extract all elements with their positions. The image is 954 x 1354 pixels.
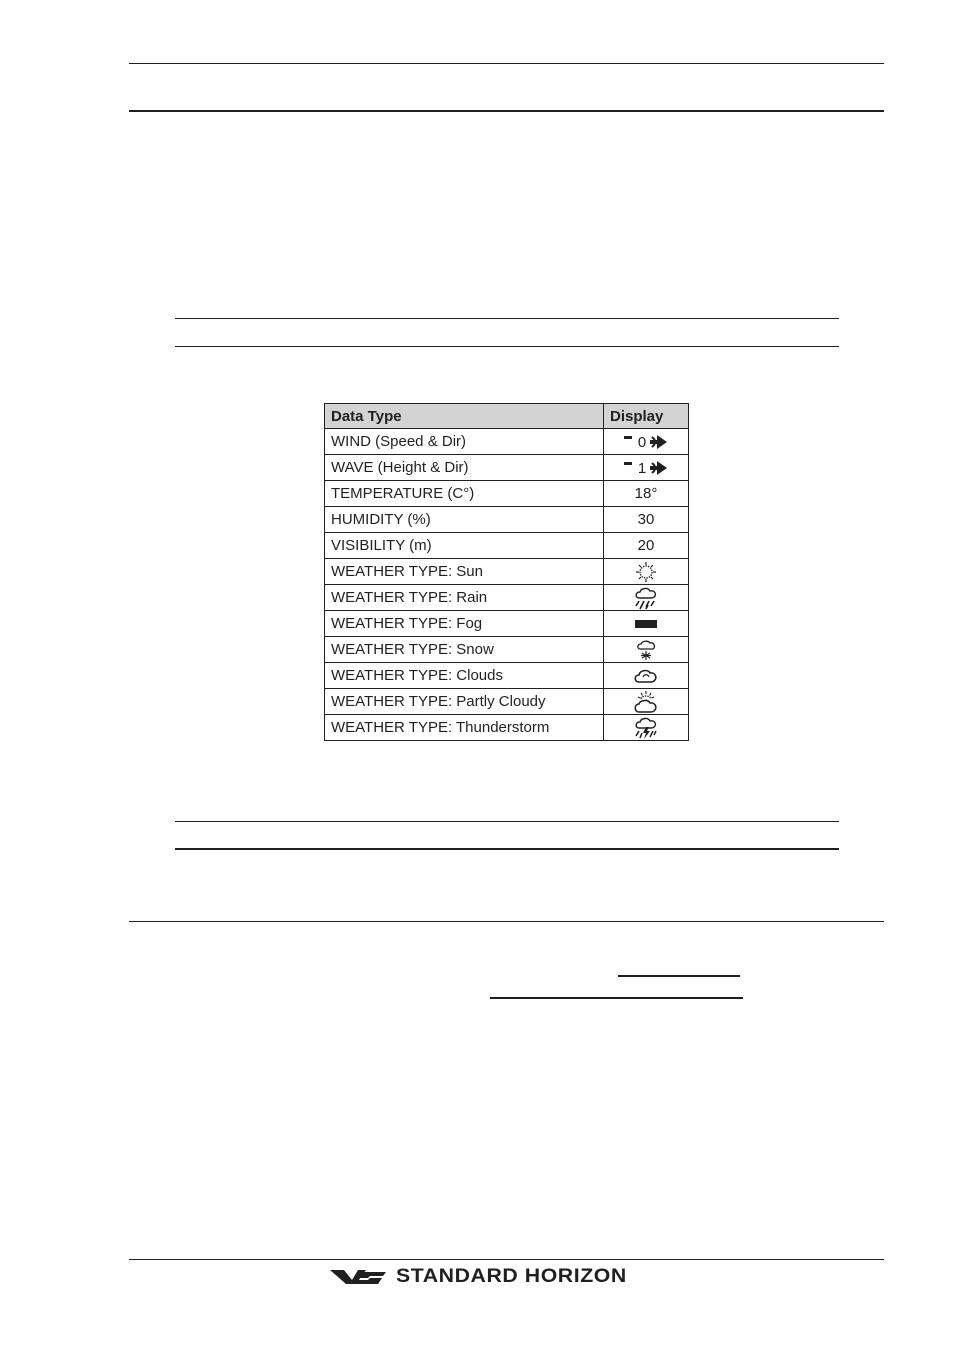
underline-1 — [618, 975, 740, 977]
wave-value: 1 — [637, 459, 647, 477]
table-row — [325, 611, 689, 637]
row-data-type: WIND (Speed & Dir) — [325, 429, 604, 455]
table-row — [325, 637, 689, 663]
header-display: Display — [604, 404, 689, 429]
table-row — [325, 507, 689, 533]
table-row — [325, 663, 689, 689]
row-data-type: WAVE (Height & Dir) — [325, 455, 604, 481]
row-data-type: WEATHER TYPE: Sun — [325, 559, 604, 585]
arrow-right-icon — [648, 458, 668, 478]
row-data-type: WEATHER TYPE: Rain — [325, 585, 604, 611]
row-display — [604, 715, 689, 741]
table-row — [325, 429, 689, 455]
wind-value: 0 — [637, 433, 647, 451]
fog-icon — [635, 618, 657, 630]
underline-2 — [490, 997, 743, 999]
row-data-type: WEATHER TYPE: Partly Cloudy — [325, 689, 604, 715]
table-caption-rule-top — [175, 318, 839, 319]
rain-icon — [633, 586, 659, 610]
table-row — [325, 533, 689, 559]
row-data-type: WEATHER TYPE: Clouds — [325, 663, 604, 689]
table-header-row — [325, 404, 689, 429]
dash-icon — [624, 436, 632, 439]
row-display — [604, 559, 689, 585]
row-display: 30 — [604, 507, 689, 533]
row-display — [604, 663, 689, 689]
arrow-right-icon — [648, 432, 668, 452]
table-row — [325, 585, 689, 611]
row-display — [604, 611, 689, 637]
standard-horizon-logo-icon — [330, 1269, 386, 1285]
section-rule — [129, 921, 884, 922]
snow-icon — [635, 639, 657, 661]
row-data-type: VISIBILITY (m) — [325, 533, 604, 559]
table-row — [325, 559, 689, 585]
sun-icon — [635, 561, 657, 583]
header-data-type: Data Type — [325, 404, 604, 429]
row-display — [604, 689, 689, 715]
note-rule-bottom — [175, 848, 839, 850]
footer-rule — [129, 1259, 884, 1260]
table-row — [325, 689, 689, 715]
row-display — [604, 429, 689, 455]
weather-data-table — [324, 403, 689, 741]
table-row — [325, 481, 689, 507]
partly-cloudy-icon — [633, 690, 659, 714]
row-display — [604, 455, 689, 481]
header-rule-bottom — [129, 110, 884, 112]
table-caption-rule-bottom — [175, 346, 839, 347]
row-display — [604, 637, 689, 663]
row-display — [604, 585, 689, 611]
row-data-type: HUMIDITY (%) — [325, 507, 604, 533]
row-display: 20 — [604, 533, 689, 559]
brand-logo — [330, 1266, 627, 1288]
table-row — [325, 455, 689, 481]
clouds-icon — [633, 668, 659, 684]
row-data-type: WEATHER TYPE: Thunderstorm — [325, 715, 604, 741]
header-rule-top — [129, 63, 884, 64]
dash-icon — [624, 462, 632, 465]
row-display: 18° — [604, 481, 689, 507]
table-row — [325, 715, 689, 741]
note-rule-top — [175, 821, 839, 822]
row-data-type: TEMPERATURE (C°) — [325, 481, 604, 507]
thunderstorm-icon — [633, 716, 659, 740]
row-data-type: WEATHER TYPE: Fog — [325, 611, 604, 637]
brand-name: STANDARD HORIZON — [396, 1266, 627, 1287]
row-data-type: WEATHER TYPE: Snow — [325, 637, 604, 663]
